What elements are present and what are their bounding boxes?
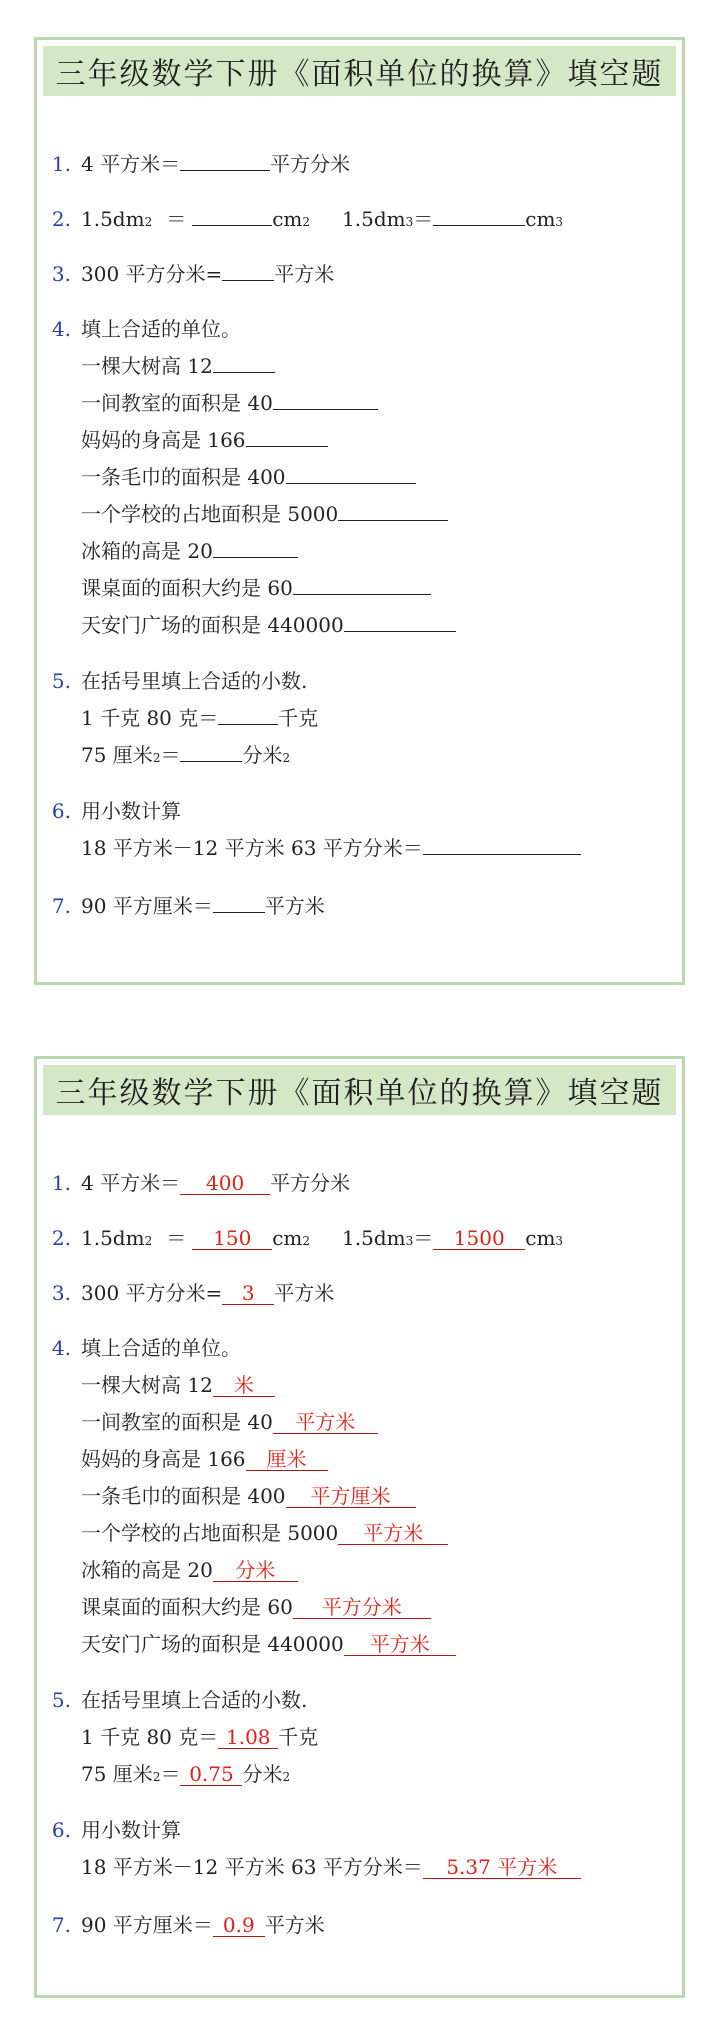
q5-item: 1 千克 80 克＝ 1.08 千克: [81, 1725, 319, 1749]
answer-text: 0.75: [180, 1763, 242, 1786]
question-3: 3. 300 平方分米= 平方米: [37, 258, 334, 287]
answer-blank[interactable]: [286, 461, 416, 484]
answer-text: 5.37 平方米: [423, 1856, 581, 1879]
q6-item: 18 平方米－12 平方米 63 平方分米＝: [37, 832, 581, 861]
answer-blank[interactable]: [222, 258, 274, 281]
q6-item: 18 平方米－12 平方米 63 平方分米＝ 5.37 平方米: [37, 1851, 581, 1880]
answer-text: 平方分米: [293, 1596, 431, 1619]
answer-blank[interactable]: [213, 350, 275, 373]
q5-item: 75 厘米 2 ＝ 分米 2: [37, 739, 290, 768]
q4-item: 一棵大树高 12: [37, 350, 275, 379]
answer-text: 厘米: [246, 1448, 328, 1471]
q5-item: 75 厘米 2 ＝ 0.75 分米 2: [81, 1762, 291, 1786]
q4-item: 一棵大树高 12 米: [37, 1369, 275, 1398]
worksheet-title: 三年级数学下册《面积单位的换算》填空题: [43, 1065, 676, 1115]
answer-blank[interactable]: [293, 572, 431, 595]
answer-blank[interactable]: [246, 424, 328, 447]
q4-item: 课桌面的面积大约是 60 平方分米: [37, 1591, 431, 1620]
question-1: 1. 4 平方米＝ 平方分米: [37, 148, 350, 177]
answer-blank[interactable]: [192, 203, 272, 226]
q4-item: 一条毛巾的面积是 400 平方厘米: [37, 1480, 416, 1509]
q4-item: 天安门广场的面积是 440000: [37, 609, 456, 638]
answer-text: 400: [180, 1172, 270, 1195]
question-5: 5. 在括号里填上合适的小数.: [51, 669, 308, 693]
answer-text: 平方厘米: [286, 1485, 416, 1508]
answer-text: 平方米: [273, 1411, 378, 1434]
answer-text: 1.08: [218, 1726, 278, 1749]
answer-text: 平方米: [338, 1522, 448, 1545]
q4-item: 冰箱的高是 20 分米: [37, 1554, 298, 1583]
question-4: 4. 填上合适的单位。: [51, 1336, 241, 1360]
answer-blank[interactable]: [213, 535, 298, 558]
worksheet-answers: [34, 1056, 685, 1998]
answer-blank[interactable]: [344, 609, 456, 632]
q4-item: 一间教室的面积是 40: [37, 387, 378, 416]
answer-blank[interactable]: [180, 739, 242, 762]
answer-text: 3: [222, 1282, 274, 1305]
question-6: 6. 用小数计算: [51, 1818, 181, 1842]
q5-item: 1 千克 80 克＝ 千克: [37, 702, 318, 731]
answer-text: 0.9: [213, 1914, 265, 1937]
answer-blank[interactable]: [338, 498, 448, 521]
answer-blank[interactable]: [423, 832, 581, 855]
question-1: 1. 4 平方米＝ 400 平方分米: [51, 1171, 351, 1195]
answer-blank[interactable]: [213, 890, 265, 913]
q4-item: 天安门广场的面积是 440000 平方米: [37, 1628, 456, 1657]
answer-text: 1500: [433, 1227, 525, 1250]
question-2: 2. 1.5dm 2 ＝ cm 2 1.5dm 3 ＝ cm 3: [37, 203, 563, 232]
answer-text: 平方米: [344, 1633, 456, 1656]
question-6: 6. 用小数计算: [51, 799, 181, 823]
question-7: 7. 90 平方厘米＝ 平方米: [37, 890, 325, 919]
question-7: 7. 90 平方厘米＝ 0.9 平方米: [51, 1913, 325, 1937]
q4-item: 一个学校的占地面积是 5000 平方米: [37, 1517, 448, 1546]
q4-item: 冰箱的高是 20: [37, 535, 298, 564]
worksheet-title: 三年级数学下册《面积单位的换算》填空题: [43, 46, 676, 96]
question-3: 3. 300 平方分米= 3 平方米: [51, 1281, 335, 1305]
q4-item: 一个学校的占地面积是 5000: [37, 498, 448, 527]
answer-blank[interactable]: [273, 387, 378, 410]
answer-text: 分米: [213, 1559, 298, 1582]
answer-blank[interactable]: [218, 702, 278, 725]
answer-blank[interactable]: [180, 148, 270, 171]
question-2: 2. 1.5dm 2 ＝ 150 cm 2 1.5dm 3 ＝ 1500 cm 3: [51, 1226, 564, 1250]
q4-item: 妈妈的身高是 166: [37, 424, 328, 453]
q4-item: 妈妈的身高是 166 厘米: [37, 1443, 328, 1472]
answer-text: 米: [213, 1374, 275, 1397]
question-5: 5. 在括号里填上合适的小数.: [51, 1688, 308, 1712]
q4-item: 一间教室的面积是 40 平方米: [37, 1406, 378, 1435]
worksheet-blank: [34, 37, 685, 985]
q4-item: 课桌面的面积大约是 60: [37, 572, 431, 601]
question-4: 4. 填上合适的单位。: [51, 317, 241, 341]
q4-item: 一条毛巾的面积是 400: [37, 461, 416, 490]
answer-blank[interactable]: [433, 203, 525, 226]
answer-text: 150: [192, 1227, 272, 1250]
